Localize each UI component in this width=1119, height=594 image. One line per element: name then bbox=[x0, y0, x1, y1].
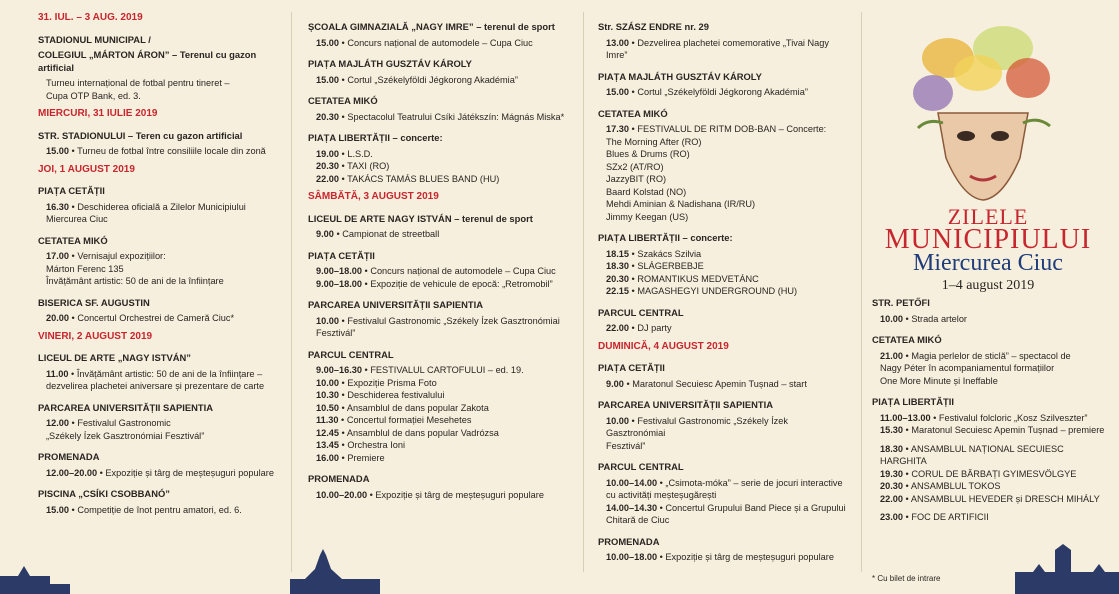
venue-heading: ȘCOALA GIMNAZIALĂ „NAGY IMRE” – terenul de sport bbox=[308, 21, 555, 32]
event-time: 12.00–20.00 bbox=[46, 467, 98, 478]
event-item bbox=[598, 378, 848, 391]
event-detail: Fesztivál” bbox=[316, 328, 356, 338]
event-text: Spectacolul Teatrului Csíki Játékszín: Mágnás Miska* bbox=[347, 111, 565, 122]
venue-heading: PIAȚA MAJLÁTH GUSZTÁV KÁROLY bbox=[598, 70, 762, 82]
event-text: ANSAMBLUL TOKOS bbox=[910, 481, 1001, 491]
venue-heading: PIAȚA LIBERTĂȚII – concerte: bbox=[598, 232, 733, 243]
event-text: Festivalul Gastronomic „Székely Ízek Gasztronómiai bbox=[347, 315, 560, 326]
venue-heading: STR. PETŐFI bbox=[872, 297, 930, 308]
event-text: Magia perlelor de sticlă” – spectacol de bbox=[911, 350, 1071, 361]
event-time: 12.45 bbox=[316, 427, 339, 438]
title-city: Miercurea Ciuc bbox=[913, 250, 1063, 276]
event-item bbox=[308, 389, 570, 402]
event-text: TAXI (RO) bbox=[347, 161, 390, 171]
separator: • bbox=[69, 313, 78, 323]
event-item bbox=[308, 265, 570, 278]
building-silhouette-left-icon bbox=[0, 564, 70, 594]
event-time: 9.00–18.00 bbox=[316, 278, 362, 289]
separator: • bbox=[69, 418, 78, 428]
event-text: ROMANTIKUS MEDVETÁNC bbox=[637, 273, 759, 284]
event-text: Expoziție și târg de meșteșuguri populare bbox=[375, 489, 544, 500]
event-time: 15.30 bbox=[880, 425, 903, 435]
venue-heading: Str. SZÁSZ ENDRE nr. 29 bbox=[598, 21, 709, 32]
venue-heading: LICEUL DE ARTE NAGY ISTVÁN – terenul de sport bbox=[308, 212, 533, 224]
event-item bbox=[38, 312, 278, 325]
event-time: 20.00 bbox=[46, 313, 69, 323]
event-time: 22.15 bbox=[606, 286, 629, 296]
event-time: 13.00 bbox=[606, 37, 629, 48]
event-time: 10.00–18.00 bbox=[606, 552, 658, 562]
event-text: TAKÁCS TAMÁS BLUES BAND (HU) bbox=[347, 173, 500, 184]
program-column-4 bbox=[872, 288, 1112, 524]
event-item bbox=[598, 123, 848, 136]
event-item bbox=[598, 502, 848, 515]
event-time: 22.00 bbox=[880, 493, 903, 504]
title-municipiului: MUNICIPIULUI bbox=[884, 224, 1092, 255]
event-time: 10.30 bbox=[316, 390, 339, 400]
venue-heading: BISERICA SF. AUGUSTIN bbox=[38, 296, 150, 308]
event-text: Festivalul Gastronomic bbox=[77, 418, 171, 428]
separator: • bbox=[361, 278, 371, 289]
event-item bbox=[308, 111, 570, 124]
venue-heading: PIAȚA MAJLÁTH GUSZTÁV KÁROLY bbox=[308, 58, 472, 69]
event-time: 15.00 bbox=[46, 146, 69, 156]
program-column-1 bbox=[38, 12, 278, 516]
event-detail: The Morning After (RO) bbox=[606, 136, 702, 147]
event-time: 10.00–14.00 bbox=[606, 477, 658, 488]
event-detail: SZx2 (AT/RO) bbox=[606, 161, 664, 172]
event-item bbox=[872, 412, 1112, 425]
event-text: Cortul „Székelyföldi Jégkorong Akadémia” bbox=[637, 87, 808, 97]
venue-heading: PARCAREA UNIVERSITĂȚII SAPIENTIA bbox=[38, 401, 214, 413]
event-item bbox=[598, 86, 848, 99]
separator: • bbox=[903, 443, 911, 454]
venue-heading: PISCINA „CSÍKI CSOBBANÓ” bbox=[38, 488, 170, 499]
venue-heading: CETATEA MIKÓ bbox=[598, 107, 668, 119]
event-text: Competiție de înot pentru amatori, ed. 6. bbox=[77, 504, 242, 515]
event-item bbox=[38, 201, 278, 214]
event-time: 9.00 bbox=[316, 229, 334, 239]
separator: • bbox=[339, 173, 348, 184]
venue-heading: PIAȚA CETĂȚII bbox=[598, 362, 665, 373]
building-silhouette-right-icon bbox=[1015, 544, 1119, 594]
separator: • bbox=[903, 313, 912, 324]
event-text: Campionat de streetball bbox=[342, 229, 440, 239]
event-text: FESTIVALUL CARTOFULUI – ed. 19. bbox=[370, 365, 524, 375]
event-detail: Chitară de Ciuc bbox=[606, 515, 670, 525]
event-item bbox=[872, 350, 1112, 363]
event-time: 12.00 bbox=[46, 418, 69, 428]
separator: • bbox=[629, 261, 638, 271]
event-text: Expoziție și târg de meșteșuguri populare bbox=[665, 552, 834, 562]
separator: • bbox=[629, 248, 638, 259]
event-time: 23.00 bbox=[880, 512, 903, 522]
separator: • bbox=[69, 201, 78, 212]
event-item bbox=[872, 313, 1112, 326]
separator: • bbox=[367, 489, 376, 500]
event-item bbox=[308, 377, 570, 390]
separator: • bbox=[930, 412, 939, 423]
event-time: 10.00 bbox=[316, 315, 339, 326]
event-item bbox=[38, 417, 278, 430]
event-time: 15.00 bbox=[46, 504, 69, 515]
venue-heading: CETATEA MIKÓ bbox=[308, 95, 378, 106]
event-item bbox=[308, 489, 570, 502]
festival-title-block bbox=[868, 18, 1108, 293]
separator: • bbox=[629, 415, 638, 426]
event-item bbox=[38, 467, 278, 480]
separator: • bbox=[68, 368, 77, 379]
event-item bbox=[598, 248, 848, 261]
event-time: 22.00 bbox=[316, 173, 339, 184]
event-time: 9.00 bbox=[606, 378, 624, 389]
venue-heading: PIAȚA CETĂȚII bbox=[308, 249, 375, 261]
separator: • bbox=[657, 477, 666, 488]
event-time: 16.00 bbox=[316, 452, 339, 463]
event-time: 13.45 bbox=[316, 440, 339, 450]
separator: • bbox=[903, 512, 912, 522]
church-silhouette-icon bbox=[290, 549, 380, 594]
event-time: 22.00 bbox=[606, 323, 629, 333]
event-time: 10.00 bbox=[606, 415, 629, 426]
event-text: Maratonul Secuiesc Apemin Tușnad – start bbox=[632, 378, 807, 389]
event-text: Deschiderea festivalului bbox=[347, 390, 445, 400]
venue-heading: PIAȚA LIBERTĂȚII – concerte: bbox=[308, 132, 443, 143]
event-time: 20.30 bbox=[880, 481, 903, 491]
venue-heading: PARCUL CENTRAL bbox=[598, 306, 684, 318]
venue-heading: PROMENADA bbox=[308, 473, 370, 484]
event-time: 19.30 bbox=[880, 468, 903, 479]
event-time: 11.30 bbox=[316, 415, 339, 425]
event-detail: Blues & Drums (RO) bbox=[606, 149, 690, 159]
venue-heading: STADIONUL MUNICIPAL / bbox=[38, 33, 151, 45]
event-time: 10.00–20.00 bbox=[316, 489, 368, 500]
separator: • bbox=[97, 467, 106, 478]
event-item bbox=[38, 145, 278, 158]
venue-heading: PARCUL CENTRAL bbox=[308, 348, 394, 360]
event-detail: Cupa OTP Bank, ed. 3. bbox=[46, 90, 141, 101]
event-item bbox=[872, 493, 1112, 506]
event-time: 18.15 bbox=[606, 248, 629, 259]
separator: • bbox=[903, 481, 911, 491]
separator: • bbox=[361, 365, 371, 375]
day-heading: DUMINICĂ, 4 AUGUST 2019 bbox=[598, 340, 729, 352]
event-item bbox=[598, 285, 848, 298]
event-time: 19.00 bbox=[316, 148, 339, 159]
venue-heading: PROMENADA bbox=[38, 451, 100, 462]
event-time: 15.00 bbox=[316, 74, 339, 85]
event-time: 10.00 bbox=[880, 313, 903, 324]
venue-heading: CETATEA MIKÓ bbox=[38, 234, 108, 246]
separator: • bbox=[657, 502, 666, 513]
venue-heading: PROMENADA bbox=[598, 535, 660, 547]
event-time: 11.00–13.00 bbox=[880, 412, 931, 423]
event-item bbox=[308, 402, 570, 415]
event-text: Expoziție de vehicule de epocă: „Retromobil” bbox=[370, 278, 553, 289]
event-item bbox=[308, 148, 570, 161]
event-item bbox=[872, 511, 1112, 524]
event-text: Szakács Szilvia bbox=[637, 248, 702, 259]
separator: • bbox=[903, 493, 911, 504]
event-item bbox=[38, 250, 278, 263]
title-zilele: ZILELE bbox=[947, 204, 1029, 229]
separator: • bbox=[629, 124, 638, 134]
separator: • bbox=[339, 161, 348, 171]
separator: • bbox=[629, 273, 638, 284]
event-time: 18.30 bbox=[880, 443, 903, 454]
venue-heading: PARCUL CENTRAL bbox=[598, 461, 684, 472]
event-detail: „Székely Ízek Gasztronómiai Fesztivál” bbox=[46, 430, 205, 441]
venue-heading: PIAȚA CETĂȚII bbox=[38, 185, 105, 196]
event-item bbox=[598, 551, 848, 564]
venue-heading: PIAȚA LIBERTĂȚII bbox=[872, 396, 954, 407]
separator: • bbox=[339, 315, 348, 326]
event-text: Premiere bbox=[347, 452, 385, 463]
event-time: 17.30 bbox=[606, 124, 629, 134]
event-text: Ansamblul de dans popular Vadrózsa bbox=[346, 427, 499, 438]
event-text: ANSAMBLUL HEVEDER și DRESCH MIHÁLY bbox=[910, 493, 1100, 504]
event-text: Expoziție Prisma Foto bbox=[347, 377, 437, 388]
event-item bbox=[872, 424, 1112, 437]
separator: • bbox=[629, 323, 638, 333]
program-column-2 bbox=[308, 12, 570, 501]
event-detail: Mehdi Aminian & Nadishana (IR/RU) bbox=[606, 199, 756, 209]
venue-heading: PARCAREA UNIVERSITĂȚII SAPIENTIA bbox=[308, 299, 484, 310]
event-item bbox=[308, 160, 570, 173]
event-time: 20.30 bbox=[316, 161, 339, 171]
separator: • bbox=[339, 111, 348, 122]
separator: • bbox=[339, 440, 348, 450]
event-detail: Jimmy Keegan (US) bbox=[606, 211, 689, 222]
event-detail: Baard Kolstad (NO) bbox=[606, 186, 687, 197]
event-time: 20.30 bbox=[316, 111, 339, 122]
event-item bbox=[308, 414, 570, 427]
separator: • bbox=[629, 87, 638, 97]
event-text: ANSAMBLUL NAȚIONAL SECUIESC HARGHITA bbox=[880, 443, 1064, 466]
event-item bbox=[308, 173, 570, 186]
day-heading: 31. IUL. – 3 AUG. 2019 bbox=[38, 12, 143, 23]
event-time: 17.00 bbox=[46, 251, 69, 261]
event-item bbox=[308, 364, 570, 377]
event-text: DJ party bbox=[637, 323, 672, 333]
event-text: „Csimota-móka” – serie de jocuri interactive bbox=[665, 477, 843, 488]
event-text: Cortul „Székelyföldi Jégkorong Akadémia” bbox=[347, 74, 518, 85]
separator: • bbox=[339, 74, 348, 85]
event-item bbox=[308, 37, 570, 50]
event-text: SLÁGERBEBJE bbox=[637, 261, 704, 271]
event-item bbox=[308, 452, 570, 465]
event-item bbox=[598, 415, 848, 440]
event-time: 10.50 bbox=[316, 402, 339, 413]
day-heading: SÂMBĂTĂ, 3 AUGUST 2019 bbox=[308, 191, 439, 202]
event-text: Concurs național de automodele – Cupa Ciuc bbox=[347, 37, 533, 48]
event-item bbox=[308, 427, 570, 440]
separator: • bbox=[339, 148, 348, 159]
event-detail: dezvelirea plachetei aniversare și prezentare de carte bbox=[46, 381, 265, 391]
carnival-mask-illustration bbox=[908, 18, 1058, 208]
separator: • bbox=[69, 251, 78, 261]
separator: • bbox=[361, 266, 371, 276]
event-detail: cu activități meșteșugărești bbox=[606, 490, 717, 500]
venue-heading: PARCAREA UNIVERSITĂȚII SAPIENTIA bbox=[598, 399, 774, 410]
event-item bbox=[38, 368, 278, 381]
event-item bbox=[598, 37, 848, 62]
event-text: Expoziție și târg de meșteșuguri populare bbox=[105, 467, 274, 478]
event-text: Concurs național de automodele – Cupa Ciuc bbox=[370, 266, 556, 276]
separator: • bbox=[339, 377, 348, 388]
event-text: Festivalul Gastronomic „Székely Ízek Gasztronómiai bbox=[606, 415, 788, 438]
venue-heading: STR. STADIONULUI – Teren cu gazon artificial bbox=[38, 129, 243, 141]
event-item bbox=[308, 74, 570, 87]
venue-heading: LICEUL DE ARTE „NAGY ISTVÁN” bbox=[38, 352, 191, 363]
separator: • bbox=[657, 552, 666, 562]
event-text: MAGASHEGYI UNDERGROUND (HU) bbox=[637, 286, 798, 296]
event-item bbox=[598, 477, 848, 490]
event-item bbox=[872, 443, 1112, 468]
event-item bbox=[308, 439, 570, 452]
venue-heading: CETATEA MIKÓ bbox=[872, 334, 942, 345]
footnote: * Cu bilet de intrare bbox=[872, 574, 941, 583]
event-text: Vernisajul expozițiilor: bbox=[77, 251, 166, 261]
event-text: Maratonul Secuiesc Apemin Tușnad – premiere bbox=[911, 425, 1105, 435]
event-detail: Turneu internațional de fotbal pentru tineret – bbox=[46, 78, 230, 88]
event-time: 11.00 bbox=[46, 368, 69, 379]
day-heading: VINERI, 2 AUGUST 2019 bbox=[38, 330, 153, 342]
event-text: CORUL DE BĂRBAȚI GYIMESVÖLGYE bbox=[911, 468, 1077, 479]
event-time: 15.00 bbox=[316, 37, 339, 48]
event-item bbox=[598, 260, 848, 273]
event-item bbox=[598, 322, 848, 335]
event-detail: Învățământ artistic: 50 de ani de la înființare bbox=[46, 276, 224, 286]
event-text: Dezvelirea plachetei comemorative „Tivai Nagy Imre” bbox=[606, 37, 829, 60]
event-text: FESTIVALUL DE RITM DOB-BAN – Concerte: bbox=[637, 124, 827, 134]
program-column-3 bbox=[598, 12, 848, 564]
event-text: Deschiderea oficială a Zilelor Municipiului bbox=[77, 201, 246, 212]
title-dates: 1–4 august 2019 bbox=[941, 278, 1035, 293]
event-item bbox=[308, 278, 570, 291]
event-time: 9.00–18.00 bbox=[316, 266, 362, 276]
event-text: Ansamblul de dans popular Zakota bbox=[346, 402, 489, 413]
separator: • bbox=[69, 504, 78, 515]
event-time: 10.00 bbox=[316, 377, 339, 388]
separator: • bbox=[339, 402, 347, 413]
separator: • bbox=[339, 390, 348, 400]
event-time: 14.00–14.30 bbox=[606, 502, 658, 513]
event-detail: Nagy Péter în acompaniamentul formațiilor bbox=[880, 363, 1055, 373]
separator: • bbox=[629, 37, 638, 48]
separator: • bbox=[623, 378, 633, 389]
separator: • bbox=[339, 427, 347, 438]
event-time: 21.00 bbox=[880, 350, 903, 361]
separator: • bbox=[69, 146, 78, 156]
venue-heading: COLEGIUL „MÁRTON ÁRON” – Terenul cu gazon artificial bbox=[38, 49, 257, 73]
event-detail: Fesztivál” bbox=[606, 440, 646, 451]
event-text: Turneu de fotbal între consiliile locale din zonă bbox=[77, 146, 266, 156]
event-text: Concertul formației Mesehetes bbox=[346, 415, 472, 425]
separator: • bbox=[903, 350, 912, 361]
event-item bbox=[872, 468, 1112, 481]
separator: • bbox=[903, 468, 912, 479]
separator: • bbox=[333, 229, 343, 239]
day-heading: MIERCURI, 31 IULIE 2019 bbox=[38, 108, 158, 119]
event-detail: Márton Ferenc 135 bbox=[46, 263, 124, 274]
event-text: Concertul Grupului Band Piece și a Grupului bbox=[665, 502, 846, 513]
event-detail: One More Minute și Ineffable bbox=[880, 375, 998, 386]
event-detail: Miercurea Ciuc bbox=[46, 214, 108, 224]
event-time: 15.00 bbox=[606, 87, 629, 97]
event-text: Strada artelor bbox=[911, 313, 967, 324]
event-item bbox=[38, 504, 278, 517]
event-text: Învățământ artistic: 50 de ani de la înființare – bbox=[76, 368, 263, 379]
day-heading: JOI, 1 AUGUST 2019 bbox=[38, 163, 135, 175]
event-item bbox=[308, 315, 570, 328]
event-time: 20.30 bbox=[606, 273, 629, 284]
event-text: Festivalul folcloric „Kosz Szilveszter” bbox=[938, 412, 1088, 423]
event-time: 16.30 bbox=[46, 201, 69, 212]
event-item bbox=[598, 273, 848, 286]
event-item bbox=[308, 228, 570, 241]
event-text: Orchestra Ioni bbox=[347, 440, 406, 450]
event-text: L.S.D. bbox=[347, 148, 373, 159]
event-detail: JazzyBIT (RO) bbox=[606, 174, 667, 184]
separator: • bbox=[338, 415, 347, 425]
event-text: FOC DE ARTIFICII bbox=[911, 512, 989, 522]
separator: • bbox=[629, 286, 638, 296]
event-time: 18.30 bbox=[606, 261, 629, 271]
event-item bbox=[872, 480, 1112, 493]
separator: • bbox=[903, 425, 912, 435]
separator: • bbox=[339, 37, 348, 48]
event-time: 9.00–16.30 bbox=[316, 365, 362, 375]
event-text: Concertul Orchestrei de Cameră Ciuc* bbox=[77, 313, 235, 323]
separator: • bbox=[339, 452, 348, 463]
